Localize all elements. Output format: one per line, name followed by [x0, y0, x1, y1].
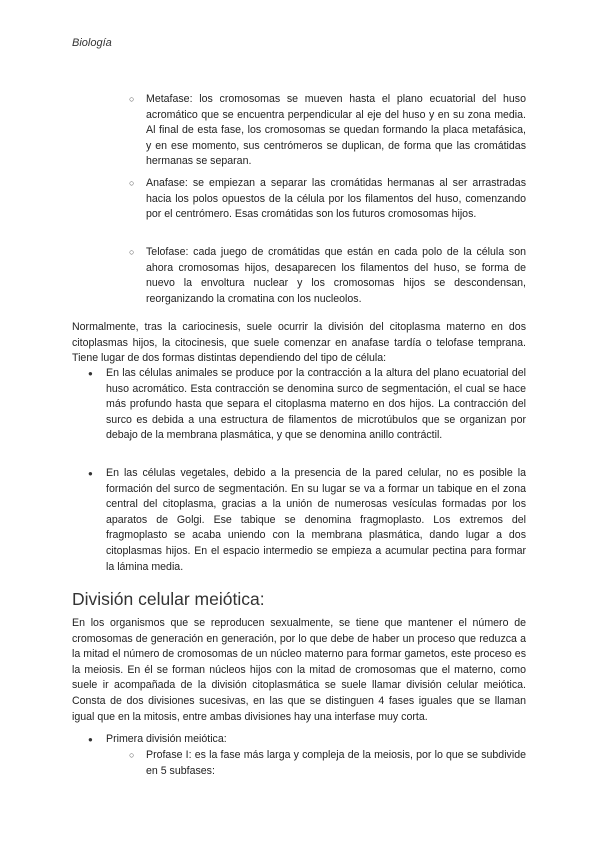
citocinesis-vegetal	[88, 466, 526, 575]
first-meiotic-division	[88, 732, 526, 748]
phase-anafase	[129, 176, 526, 223]
citocinesis-animal	[88, 366, 526, 444]
header-subject: Biología	[72, 37, 112, 49]
hollow-bullet-icon: ○	[129, 247, 135, 257]
hollow-bullet-icon: ○	[129, 178, 135, 188]
phase-telofase	[129, 245, 526, 307]
hollow-bullet-icon: ○	[129, 750, 135, 760]
profase-one-text: Profase I: es la fase más larga y compleja de la meiosis, por lo que se subdivide en 5 subfases:	[146, 749, 526, 777]
filled-bullet-icon: ●	[88, 469, 93, 478]
section-title-meiosis: División celular meiótica:	[72, 589, 265, 609]
phase-telofase-text: Telofase: cada juego de cromátidas que están en cada polo de la célula son ahora cromosomas hijos, desaparecen los filamentos del huso, se forma de nuevo la envoltura nuclear y los cromosomas hijos se descondensan, reorganizando la cromatina con los nucleolos.	[146, 246, 526, 305]
filled-bullet-icon: ●	[88, 735, 93, 744]
citocinesis-vegetal-text: En las células vegetales, debido a la presencia de la pared celular, no es posible la formación del surco de segmentación. En su lugar se va a formar un tabique en el zona central del citoplasma, gracias a la unión de numerosas vesículas formadas por los aparatos de Golgi. Ese tabique se denomina fragmoplasto. Los extremos del fragmoplasto se acaba uniendo con la membrana plasmática, dando lugar a dos citoplasmas hijos. En el espacio intermedio se empieza a acumular pectina para formar la lámina media.	[106, 467, 526, 573]
first-meiotic-division-text: Primera división meiótica:	[106, 733, 227, 745]
meiosis-intro: En los organismos que se reproducen sexualmente, se tiene que mantener el número de cromosomas de generación en generación, por lo que debe de haber un proceso que reduzca a la mitad el número de cromosomas de un núcleo materno para formar gametos, este proceso es la meiosis. En él se forman núcleos hijos con la mitad de cromosomas que el materno, como suele ir acompañada de la división citoplasmática se suele llamar división celular meiótica. Consta de dos divisiones sucesivas, en las que se distinguen 4 fases iguales que se llaman igual que en la mitosis, entre ambas divisiones hay una interfase muy corta.	[72, 617, 526, 723]
phase-metafase-text: Metafase: los cromosomas se mueven hasta el plano ecuatorial del huso acromático que se encuentra perpendicular al eje del huso y en su zona media. Al final de esta fase, los cromosomas se quedan formando la placa metafásica, y en ese momento, sus centrómeros se duplican, de forma que las cromátidas hermanas se separan.	[146, 93, 526, 168]
citocinesis-animal-text: En las células animales se produce por la contracción a la altura del plano ecuatorial del huso acromático. Esta contracción se denomina surco de segmentación, el cual se hace más profundo hasta que separa el citoplasma materno en dos hijos. La contracción del surco es debida a una estructura de filamentos de microtúbulos que se organizan por debajo de la membrana plasmática, y que se denomina anillo contráctil.	[106, 367, 526, 442]
filled-bullet-icon: ●	[88, 369, 93, 378]
hollow-bullet-icon: ○	[129, 94, 135, 104]
profase-one	[129, 748, 526, 779]
phase-anafase-text: Anafase: se empiezan a separar las cromátidas hermanas al ser arrastradas hacia los polos opuestos de la célula por los filamentos del huso, comenzando por el centrómero. Esas cromátidas son los futuros cromosomas hijos.	[146, 177, 526, 221]
phase-metafase	[129, 92, 526, 170]
citocinesis-intro: Normalmente, tras la cariocinesis, suele ocurrir la división del citoplasma materno en dos citoplasmas hijos, la citocinesis, que suele comenzar en anafase tardía o telofase temprana. Tiene lugar de dos formas distintas dependiendo del tipo de célula:	[72, 321, 526, 365]
